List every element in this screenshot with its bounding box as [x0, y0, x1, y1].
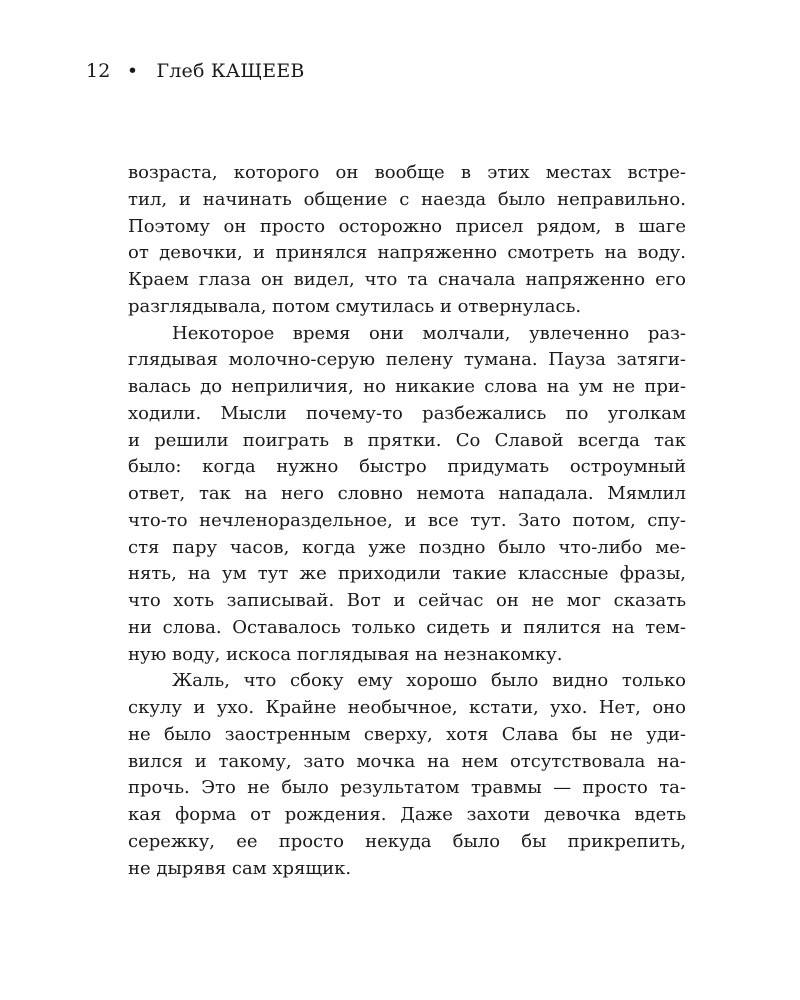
text-line: Поэтому он просто осторожно присел рядом, в шаге — [128, 215, 686, 237]
text-line: стя пару часов, когда уже поздно было что-либо ме- — [128, 536, 686, 558]
text-line: ходили. Мысли почему-то разбежались по уголкам — [128, 402, 686, 424]
text-line: прочь. Это не было результатом травмы — просто та- — [128, 777, 686, 799]
text-line: скулу и ухо. Крайне необычное, кстати, ухо. Нет, оно — [128, 697, 686, 718]
text-line: что-то нечленораздельное, и все тут. Зато потом, спу- — [128, 509, 686, 531]
paragraph-start-line: Некоторое время они молчали, увлеченно раз- — [172, 322, 686, 344]
text-line: вился и такому, зато мочка на нем отсутствовала на- — [128, 750, 686, 772]
paragraph-end-line: не дырявя сам хрящик. — [128, 857, 352, 879]
text-line: не было заостренным сверху, хотя Слава бы не уди- — [128, 723, 686, 745]
text-line: было: когда нужно быстро придумать остроумный — [128, 456, 686, 478]
header-separator: • — [126, 60, 139, 82]
text-line: глядывая молочно-серую пелену тумана. Пауза затяги- — [128, 349, 686, 371]
paragraph-end-line: разглядывала, потом смутилась и отвернулась. — [128, 295, 582, 317]
text-line: от девочки, и принялся напряженно смотреть на воду. — [128, 242, 686, 264]
text-line: тил, и начинать общение с наезда было неправильно. — [128, 188, 686, 210]
body-text — [128, 160, 686, 882]
text-line: что хоть записывай. Вот и сейчас он не мог сказать — [128, 590, 686, 611]
text-line: сережку, ее просто некуда было бы прикрепить, — [128, 830, 686, 852]
text-line: Краем глаза он видел, что та сначала напряженно его — [128, 269, 686, 290]
running-head — [86, 60, 305, 82]
text-line: ни слова. Оставалось только сидеть и пялится на тем- — [128, 616, 686, 638]
paragraph-start-line: Жаль, что сбоку ему хорошо было видно только — [172, 670, 686, 692]
text-line: возраста, которого он вообще в этих местах встре- — [128, 162, 686, 183]
text-line: нять, на ум тут же приходили такие классные фразы, — [128, 563, 686, 585]
text-line: и решили поиграть в прятки. Со Славой всегда так — [128, 429, 686, 451]
page-number: 12 — [86, 60, 111, 82]
paragraph-end-line: ную воду, искоса поглядывая на незнакомку. — [128, 643, 563, 665]
text-line: валась до неприличия, но никакие слова на ум не при- — [128, 376, 686, 397]
running-title: Глеб КАЩЕЕВ — [156, 60, 305, 82]
text-line: кая форма от рождения. Даже захоти девочка вдеть — [128, 804, 686, 825]
text-line: ответ, так на него словно немота нападала. Мямлил — [128, 483, 686, 504]
